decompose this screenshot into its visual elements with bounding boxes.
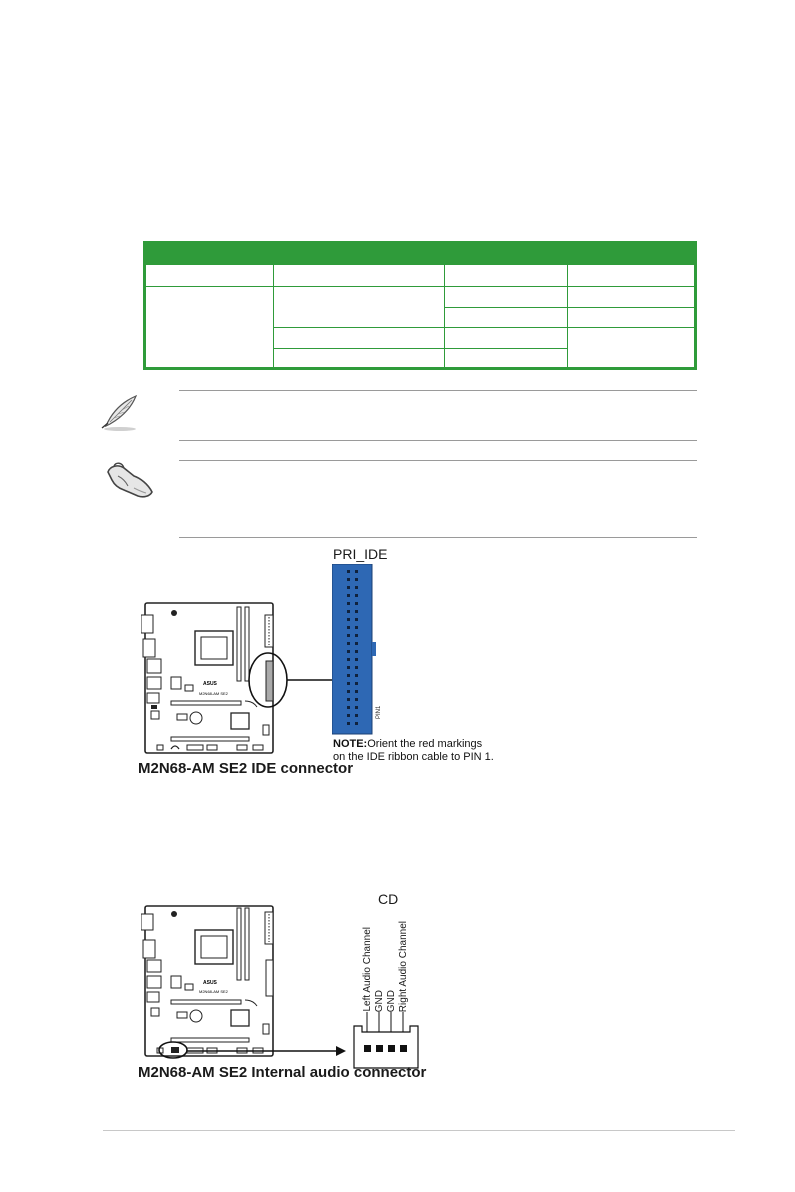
table-row-divider (146, 286, 694, 287)
important-bottom-rule (179, 537, 697, 538)
note-line2: on the IDE ribbon cable to PIN 1. (333, 751, 494, 763)
table-col-divider (567, 264, 568, 367)
ide-pin (347, 578, 350, 581)
hand-pointing-icon (104, 458, 156, 500)
ide-pin (355, 594, 358, 597)
ide-note (333, 738, 494, 764)
table-row-divider (273, 327, 694, 328)
ide-pin (347, 714, 350, 717)
ide-pin (355, 706, 358, 709)
ide-pin (347, 610, 350, 613)
ide-pin (355, 658, 358, 661)
note-bottom-rule (179, 440, 697, 441)
feather-pen-icon (98, 392, 142, 432)
ide-pin (355, 570, 358, 573)
ide-pin (347, 690, 350, 693)
table-header (146, 244, 694, 264)
ide-pin (347, 698, 350, 701)
ide-configuration-table (143, 241, 697, 370)
ide-pin (347, 618, 350, 621)
ide-pin (347, 666, 350, 669)
cd-pin-right-audio: Right Audio Channel (398, 920, 409, 1012)
note-bold: NOTE: (333, 738, 368, 750)
audio-caption: M2N68-AM SE2 Internal audio connector (138, 1064, 427, 1081)
cd-pin-gnd-2: GND (386, 989, 397, 1012)
ide-pin (355, 634, 358, 637)
cd-pin-gnd-1: GND (374, 989, 385, 1012)
ide-pin (347, 642, 350, 645)
table-col-divider (444, 264, 445, 367)
ide-pin (347, 658, 350, 661)
ide-pin (355, 618, 358, 621)
ide-pin (355, 586, 358, 589)
ide-pin (347, 682, 350, 685)
ide-pin (355, 666, 358, 669)
board-model: M2N68-AM SE2 (199, 989, 228, 994)
ide-pin (355, 690, 358, 693)
ide-pin (355, 674, 358, 677)
ide-pin (355, 602, 358, 605)
cd-pin-labels (360, 908, 420, 1012)
ide-pin (355, 714, 358, 717)
ide-pin (355, 578, 358, 581)
ide-pin (355, 642, 358, 645)
ide-pin (347, 722, 350, 725)
footer-rule (103, 1130, 735, 1131)
important-top-rule (179, 460, 697, 461)
ide-pin (347, 650, 350, 653)
table-row-divider (146, 264, 694, 265)
ide-pin (355, 698, 358, 701)
ide-pin (355, 682, 358, 685)
note-top-rule (179, 390, 697, 391)
ide-pin (355, 626, 358, 629)
table-col-divider (273, 264, 274, 367)
ide-pin (347, 602, 350, 605)
board-logo: ASUS (203, 980, 217, 986)
ide-pin (355, 650, 358, 653)
ide-pin (347, 634, 350, 637)
board-logo: ASUS (203, 681, 217, 687)
pri-ide-connector (332, 564, 382, 736)
cd-connector-label: CD (378, 891, 399, 907)
ide-caption: M2N68-AM SE2 IDE connector (138, 760, 354, 777)
motherboard-layout-audio (141, 904, 275, 1059)
ide-pin (347, 594, 350, 597)
table-row-divider (273, 348, 567, 349)
table-row-divider (444, 307, 694, 308)
ide-pin (347, 706, 350, 709)
ide-connector-label: PRI_IDE (333, 546, 388, 562)
ide-pin (355, 610, 358, 613)
ide-pin (347, 674, 350, 677)
ide-pin (347, 626, 350, 629)
cd-pin-left-audio: Left Audio Channel (362, 927, 373, 1012)
board-model: M2N68-AM SE2 (199, 691, 228, 696)
ide-pin (355, 722, 358, 725)
pin1-label: PIN1 (376, 705, 382, 719)
audio-connector-callout (156, 1038, 348, 1064)
ide-pin (347, 586, 350, 589)
ide-pin (347, 570, 350, 573)
note-line1: Orient the red markings (367, 738, 483, 750)
